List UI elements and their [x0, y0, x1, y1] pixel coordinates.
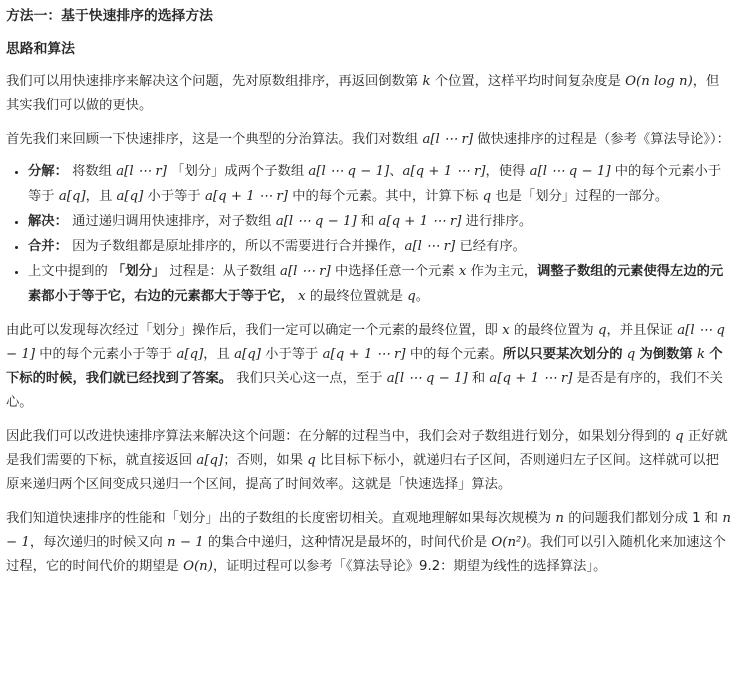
text: 做快速排序的过程是（参考《算法导论》）：: [477, 132, 730, 147]
math-array: a[q + 1 ⋯ r]: [378, 214, 462, 229]
text: 。我们可以引入随机化来加速这个过程，它的时间代价的期望是: [6, 535, 726, 574]
math-x: x: [298, 289, 306, 304]
math-array: a[q + 1 ⋯ r]: [402, 164, 486, 179]
text: 小于等于: [147, 189, 201, 204]
text: 因为子数组都是原址排序的，所以不需要进行合并操作，: [72, 239, 405, 254]
list-item: [28, 234, 731, 259]
math-aq: a[q]: [176, 347, 204, 362]
text: 中的每个元素小于等于: [28, 164, 722, 204]
text: 因此我们可以改进快速排序算法来解决这个问题：在分解的过程当中，我们会对子数组进行划分，如果划分得到的: [6, 429, 671, 444]
text: ，但其实我们可以做的更快。: [6, 74, 720, 113]
item-label: 解决：: [28, 214, 68, 229]
text: 的集合中递归，这种情况是最坏的，时间代价是: [207, 535, 488, 550]
list-item: [28, 209, 731, 234]
math-q: q: [307, 453, 316, 468]
text: 我们可以用快速排序来解决这个问题，先对原数组排序，再返回倒数第: [6, 74, 419, 89]
math-array: a[l ⋯ q − 1]: [275, 214, 357, 229]
math-q: q: [675, 429, 684, 444]
math-k: k: [422, 74, 431, 89]
text: 。: [415, 289, 430, 304]
list-item: [28, 259, 731, 309]
math-k: k: [696, 347, 706, 362]
text: ，使得: [485, 164, 526, 179]
paragraph-review: [6, 128, 731, 152]
math-array: a[l ⋯ r]: [404, 239, 456, 254]
text: 中的每个元素。: [409, 347, 503, 362]
bold-text: 调整子数组的元素使得左边的元素都小于等于它，右边的元素都大于等于它，: [28, 264, 724, 304]
text: 正好就是我们需要的下标，就直接返回: [6, 429, 728, 468]
math-array: a[q + 1 ⋯ r]: [489, 371, 573, 386]
math-array: a[l ⋯ q − 1]: [308, 164, 390, 179]
text: 已经有序。: [459, 239, 526, 254]
math-o-n: O(n): [183, 559, 213, 574]
math-array: a[q + 1 ⋯ r]: [322, 347, 406, 362]
bold-text: 个下标的时候，我们就已经找到了答案。: [6, 347, 723, 386]
math-aq: a[q]: [234, 347, 261, 362]
text: 通过递归调用快速排序，对子数组: [72, 214, 272, 229]
math-array: a[l ⋯ r]: [422, 132, 474, 147]
text: 过程是：从子数组: [169, 264, 276, 279]
text: 的最终位置就是: [309, 289, 403, 304]
bold-text: 所以只要某次划分的: [502, 347, 623, 362]
math-q: q: [407, 289, 416, 304]
text: 的最终位置为: [513, 323, 594, 338]
text: ，并且保证: [606, 323, 673, 338]
text: 是否是有序的，我们不关心。: [6, 371, 723, 410]
text: 我们只关心这一点，至于: [236, 371, 383, 386]
section-title: 方法一：基于快速排序的选择方法: [6, 8, 213, 24]
text: 个位置，这样平均时间复杂度是: [434, 74, 621, 89]
text: 由此可以发现每次经过「划分」操作后，我们一定可以确定一个元素的最终位置，即: [6, 323, 498, 338]
math-n-minus-1: n − 1: [6, 511, 731, 550]
item-label: 合并：: [28, 239, 68, 254]
math-array: a[l ⋯ q − 1]: [386, 371, 468, 386]
text: 进行排序。: [465, 214, 533, 229]
text: 、: [389, 164, 403, 179]
text: 将数组: [72, 164, 113, 179]
math-n: n: [555, 511, 564, 526]
text: 我们知道快速排序的性能和「划分」出的子数组的长度密切相关。直观地理解如果每次规模为: [6, 511, 552, 526]
text: 首先我们来回顾一下快速排序，这是一个典型的分治算法。我们对数组: [6, 132, 419, 147]
list-item: [28, 159, 731, 209]
text: 小于等于: [265, 347, 319, 362]
subsection-title: 思路和算法: [6, 41, 75, 57]
text: 作为主元，: [470, 264, 538, 279]
text: ，证明过程可以参考「《算法导论》9.2：期望为线性的选择算法」。: [212, 559, 607, 574]
math-aq: a[q]: [58, 189, 86, 204]
paragraph-improve: [6, 425, 731, 497]
paragraph-partition: [6, 319, 731, 415]
math-array: a[l ⋯ q − 1]: [529, 164, 611, 179]
math-array: a[l ⋯ r]: [116, 164, 167, 179]
text: ，且: [85, 189, 113, 204]
text: 的问题我们都划分成 1 和: [568, 511, 719, 526]
bold-text: 为倒数第: [639, 347, 693, 362]
math-array: a[q + 1 ⋯ r]: [204, 189, 288, 204]
text: 上文中提到的: [28, 264, 108, 279]
paragraph-complexity: [6, 507, 731, 579]
text: 比目标下标小，就递归右子区间，否则递归左子区间。这样就可以把原来递归两个区间变成只递归一个区间，提高了时间效率。这就是「快速选择」算法。: [6, 453, 719, 492]
math-x: x: [502, 323, 510, 338]
paragraph-intro: [6, 70, 731, 118]
math-o-n-squared: O(n²): [491, 535, 527, 550]
text: ；否则，如果: [223, 453, 303, 468]
text: ，且: [203, 347, 230, 362]
text: 「划分」成两个子数组: [171, 164, 305, 179]
math-aq: a[q]: [196, 453, 224, 468]
math-q: q: [626, 347, 636, 362]
math-q: q: [482, 189, 492, 204]
math-array: a[l ⋯ r]: [280, 264, 331, 279]
text: ，每次递归的时候又向: [29, 535, 163, 550]
math-q: q: [597, 323, 607, 338]
bold-text: 「划分」: [112, 264, 166, 279]
math-x: x: [458, 264, 467, 279]
text: 也是「划分」过程的一部分。: [495, 189, 669, 204]
math-complexity: O(n log n): [625, 74, 693, 89]
item-label: 分解：: [28, 164, 68, 179]
text: 和: [471, 371, 486, 386]
math-aq: a[q]: [116, 189, 144, 204]
text: 中的每个元素。其中，计算下标: [292, 189, 479, 204]
text: 和: [360, 214, 375, 229]
steps-list: [6, 159, 731, 309]
text: 中选择任意一个元素: [334, 264, 455, 279]
text: 中的每个元素小于等于: [39, 347, 173, 362]
math-array: a[l ⋯ q − 1]: [6, 323, 725, 362]
math-n-minus-1: n − 1: [167, 535, 204, 550]
